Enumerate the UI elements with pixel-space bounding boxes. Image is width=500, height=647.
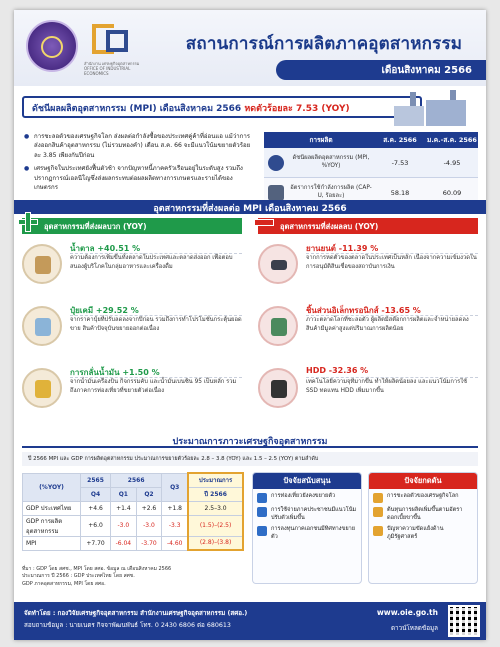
- gdp-table-corner: (%YOY): [23, 473, 81, 501]
- cost-up-icon: [373, 507, 383, 517]
- qr-code-icon[interactable]: [448, 605, 480, 637]
- support-factor-item: การลงทุนภาคเอกชนมีทิศทางขยายตัว: [253, 522, 361, 541]
- globe-icon: [373, 493, 383, 503]
- estimate-section-title: ประมาณการภาวะเศรษฐกิจอุตสาหกรรม: [172, 437, 328, 447]
- summary-bullet: ● เศรษฐกิจในประเทศยังฟื้นตัวช้า จากปัญหาหนี้ภาคครัวเรือนอยู่ในระดับสูง รวมถึงปรากฏการณ์เอลนีโญซึ่งส่งผลกระทบต่อผลผลิตทางการเกษตรและรายได้ของเกษตรกร: [24, 164, 254, 192]
- footer-producer: จัดทำโดย : กองวิจัยเศรษฐกิจอุตสาหกรรม สำนักงานเศรษฐกิจอุตสาหกรรม (สศอ.): [24, 610, 248, 617]
- footer: [14, 602, 486, 640]
- negative-industry-item: ยานยนต์ -11.39 % จากการหดตัวของตลาดในประเทศเป็นหลัก เนื่องจากความเข้มงวดในการอนุมัติสินเชื่อของสถาบันการเงิน: [258, 240, 478, 296]
- production-row-mpi: ดัชนีผลผลิตอุตสาหกรรม (MPI, %YOY) -7.53 -4.95: [264, 148, 478, 178]
- negative-industry-item: ชิ้นส่วนอิเล็กทรอนิกส์ -13.65 % ภาวะตลาดโลกที่ชะลอตัว ผู้ผลิตมีสต๊อกการผลิตและจำหน่ายลดลง สินค้ามีมูลค่าสูงแต่ปริมาณการผลิตน้อย: [258, 302, 478, 358]
- pressure-factors-title: ปัจจัยกดดัน: [369, 473, 477, 489]
- negative-industry-item: HDD -32.36 % เทคโนโลยีความจุที่มากขึ้น ทำให้ผลิตน้อยลง และแนวโน้มการใช้ SSD ทดแทน HDD เพิ่มมากขึ้น: [258, 364, 478, 420]
- positive-industry-item: การกลั่นน้ำมัน +1.50 % จากน้ำมันเครื่องบิน กิจกรรมคับ และน้ำมันเบนซิน 95 เป็นหลัก รวมถึงภาคการท่องเที่ยวที่ขยายตัวต่อเนื่อง: [22, 364, 242, 420]
- ministry-logo-icon: [26, 20, 78, 72]
- industries-section-title: อุตสาหกรรมที่ส่งผลต่อ MPI เดือนสิงหาคม 2566: [153, 204, 347, 214]
- fertilizer-icon: [22, 306, 62, 346]
- pressure-factor-item: ปัญหาความขัดแย้งด้านภูมิรัฐศาสตร์: [369, 522, 477, 541]
- gdp-table: (%YOY) 2565 2566 Q3 ประมาณการ Q4 Q1 Q2 ปี 2566 GDP ประเทศไทย +4.6 +1.4 +2.6 +1.8 2.5–3.0 GDP การผลิตอุตสาหกรรม +6.0 -3.0 -3.0 -3.3 (1.5)–(2.5) MPI +7.70 -6.04 -3.70 -4.60 (2.8)–(3.8): [22, 472, 244, 551]
- website-link[interactable]: www.oie.go.th: [376, 608, 438, 617]
- shopping-icon: [257, 507, 267, 517]
- summary-bullets: [24, 132, 254, 197]
- pressure-factor-item: ต้นทุนการผลิตเพิ่มขึ้นตามอัตราดอกเบี้ยขาขึ้น: [369, 503, 477, 522]
- support-factors-title: ปัจจัยสนับสนุน: [253, 473, 361, 489]
- header: [14, 10, 486, 86]
- download-link[interactable]: ดาวน์โหลดข้อมูล: [390, 625, 438, 632]
- production-row-capu: อัตราการใช้กำลังการผลิต (CAP-U, ร้อยละ) 58.18 60.09: [264, 178, 478, 208]
- gdp-table-row: GDP การผลิตอุตสาหกรรม +6.0 -3.0 -3.0 -3.3 (1.5)–(2.5): [23, 515, 244, 536]
- conflict-icon: [373, 526, 383, 536]
- support-factor-item: การใช้จ่ายภาคประชาชนมีแนวโน้มปรับตัวเพิ่มขึ้น: [253, 503, 361, 522]
- factory-icon: [390, 90, 480, 126]
- oil-refinery-icon: [22, 368, 62, 408]
- positive-industry-item: ปุ๋ยเคมี +29.52 % จากราคาปุ๋ยที่ปรับลดลงจากปีก่อน รวมถึงการทำโปรโมชั่นกระตุ้นยอดขาย สินค้าปัจจุบันขยายออกต่อเนื่อง: [22, 302, 242, 358]
- footer-contact: สอบถามข้อมูล : นายเนตร กิจจาพัฒนพันธ์ โทร. 0 2430 6806 ต่อ 680613: [24, 622, 231, 629]
- positive-industry-item: น้ำตาล +40.51 % ความต้องการเพิ่มขึ้นทั้งตลาดในประเทศและตลาดส่งออก เพื่อตอบสนองผู้บริโภคในกลุ่มอาหารและเครื่องดื่ม: [22, 240, 242, 296]
- gdp-table-row: MPI +7.70 -6.04 -3.70 -4.60 (2.8)–(3.8): [23, 536, 244, 550]
- car-icon: [258, 244, 298, 284]
- circuit-board-icon: [258, 306, 298, 346]
- production-table-header: การผลิต ส.ค. 2566 ม.ค.-ส.ค. 2566: [264, 132, 478, 148]
- page-title: สถานการณ์การผลิตภาคอุตสาหกรรม: [185, 34, 463, 54]
- hdd-icon: [258, 368, 298, 408]
- pressure-factors-card: [368, 472, 478, 584]
- month-badge: เดือนสิงหาคม 2566: [276, 60, 486, 80]
- gauge-icon: [268, 155, 284, 171]
- forecast-text: ปี 2566 MPI และ GDP การผลิตอุตสาหกรรม ประมาณการขยายตัวร้อยละ 2.8 – 3.8 (YOY) และ 1.5 – 2.5 (YOY) ตามลำดับ: [22, 452, 478, 466]
- sugar-icon: [22, 244, 62, 284]
- gdp-table-row: GDP ประเทศไทย +4.6 +1.4 +2.6 +1.8 2.5–3.0: [23, 501, 244, 515]
- negative-industries-heading: อุตสาหกรรมที่ส่งผลลบ (YOY): [258, 218, 478, 234]
- mpi-change: หดตัวร้อยละ 7.53 (YOY): [244, 104, 350, 114]
- production-table: [264, 132, 478, 208]
- minus-icon: [254, 219, 274, 226]
- tourism-icon: [257, 493, 267, 503]
- infographic-page: [14, 10, 486, 640]
- mpi-headline: ดัชนีผลผลิตอุตสาหกรรม (MPI) เดือนสิงหาคม 2566 หดตัวร้อยละ 7.53 (YOY): [22, 96, 422, 118]
- positive-industries-heading: อุตสาหกรรมที่ส่งผลบวก (YOY): [22, 218, 242, 234]
- pressure-factor-item: การชะลอตัวของเศรษฐกิจโลก: [369, 489, 477, 503]
- support-factors-card: [252, 472, 362, 584]
- gdp-table-notes: ที่มา : GDP โดย สศช., MPI โดย สศอ. ข้อมูล ณ เดือนสิงหาคม 2566 ประมาณการ ปี 2566 : GDP ประเทศไทย โดย สศช. GDP ภาคอุตสาหกรรม, MPI โดย สศอ.: [22, 566, 172, 587]
- logo-subtitle: สำนักงาน เศรษฐกิจอุตสาหกรรม OFFICE OF INDUSTRIAL ECONOMICS: [84, 61, 140, 76]
- oie-logo-icon: [92, 24, 130, 58]
- summary-bullet: ● การชะลอตัวของเศรษฐกิจโลก ส่งผลต่อกำลังซื้อของประเทศคู่ค้าที่อ่อนแอ แม้ว่าการส่งออกสินค้าอุตสาหกรรม (ไม่รวมทองคำ) เดือน ส.ค. 66 จะมีแนวโน้มขยายตัวร้อยละ 3.85 เพียงกันปีก่อน: [24, 132, 254, 160]
- investment-icon: [257, 526, 267, 536]
- plus-icon: [18, 212, 38, 232]
- support-factor-item: การท่องเที่ยวยังคงขยายตัว: [253, 489, 361, 503]
- train-icon: [268, 185, 284, 201]
